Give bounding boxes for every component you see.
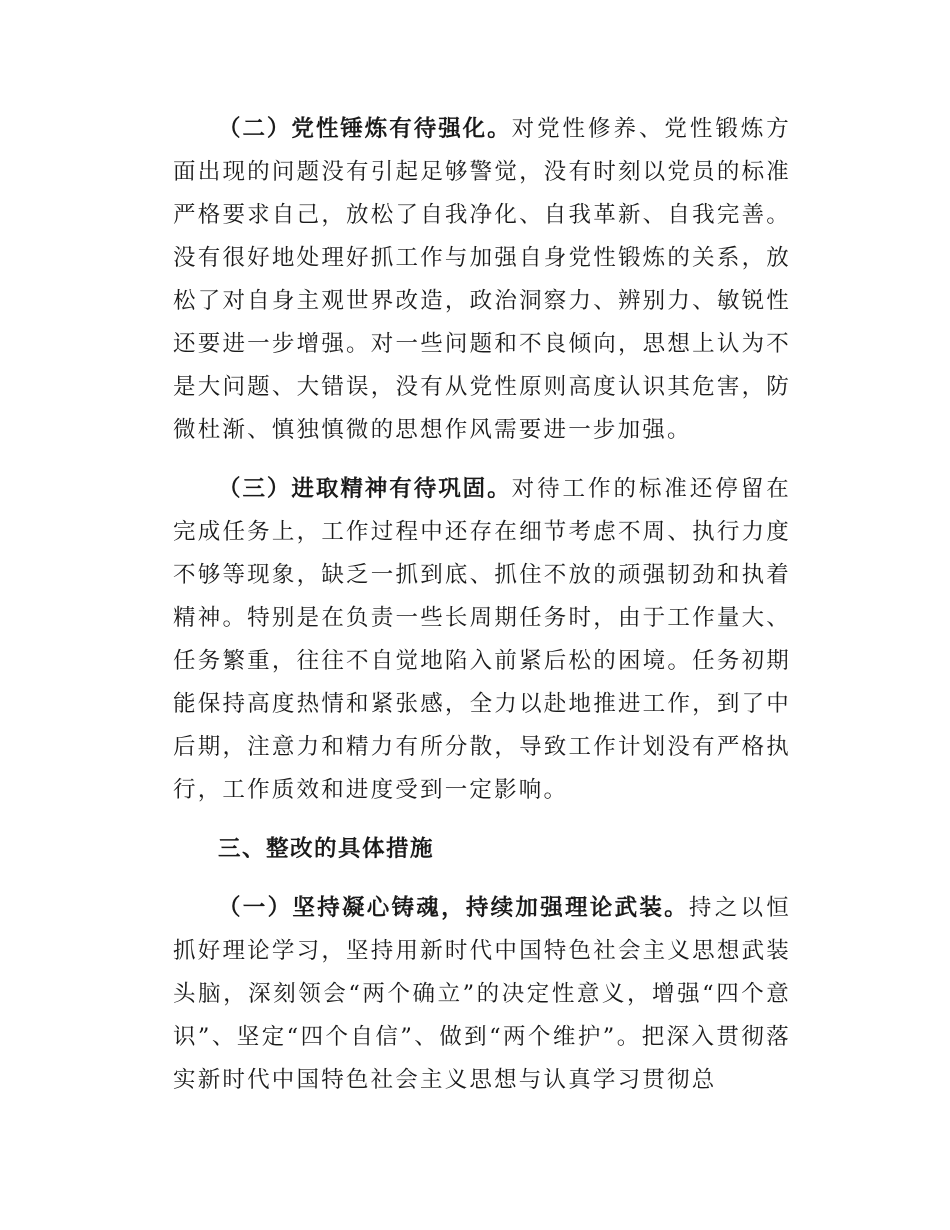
paragraph-lead: （二）党性锤炼有待强化。 [218, 116, 512, 142]
paragraph-text: 对党性修养、党性锻炼方面出现的问题没有引起足够警觉，没有时刻以党员的标准严格要求自己，放松了自我净化、自我革新、自我完善。没有很好地处理好抓工作与加强自身党性锻炼的关系，放松了对自身主观世界改造，政治洞察力、辨别力、敏锐性还要进一步增强。对一些问题和不良倾向，思想上认为不是大问题、大错误，没有从党性原则高度认识其危害，防微杜渐、慎独慎微的思想作风需要进一步加强。 [173, 116, 792, 443]
paragraph-text: 持之以恒抓好理论学习，坚持用新时代中国特色社会主义思想武装头脑，深刻领会“两个确立”的决定性意义，增强“四个意识”、坚定“四个自信”、做到“两个维护”。把深入贯彻落实新时代中国特色社会主义思想与认真学习贯彻总 [173, 895, 791, 1093]
paragraph-party-spirit [173, 108, 791, 452]
paragraph-enterprising-spirit [173, 468, 791, 812]
paragraph-theory-armament [173, 887, 791, 1102]
paragraph-lead: （三）进取精神有待巩固。 [218, 476, 512, 502]
paragraph-lead: （一）坚持凝心铸魂，持续加强理论武装。 [218, 895, 689, 921]
paragraph-text: 对待工作的标准还停留在完成任务上，工作过程中还存在细节考虑不周、执行力度不够等现象，缺乏一抓到底、抓住不放的顽强韧劲和执着精神。特别是在负责一些长周期任务时，由于工作量大、任务繁重，往往不自觉地陷入前紧后松的困境。任务初期能保持高度热情和紧张感，全力以赴地推进工作，到了中后期，注意力和精力有所分散，导致工作计划没有严格执行，工作质效和进度受到一定影响。 [173, 476, 792, 803]
document-body [173, 108, 791, 1102]
section-heading: 三、整改的具体措施 [218, 836, 435, 862]
